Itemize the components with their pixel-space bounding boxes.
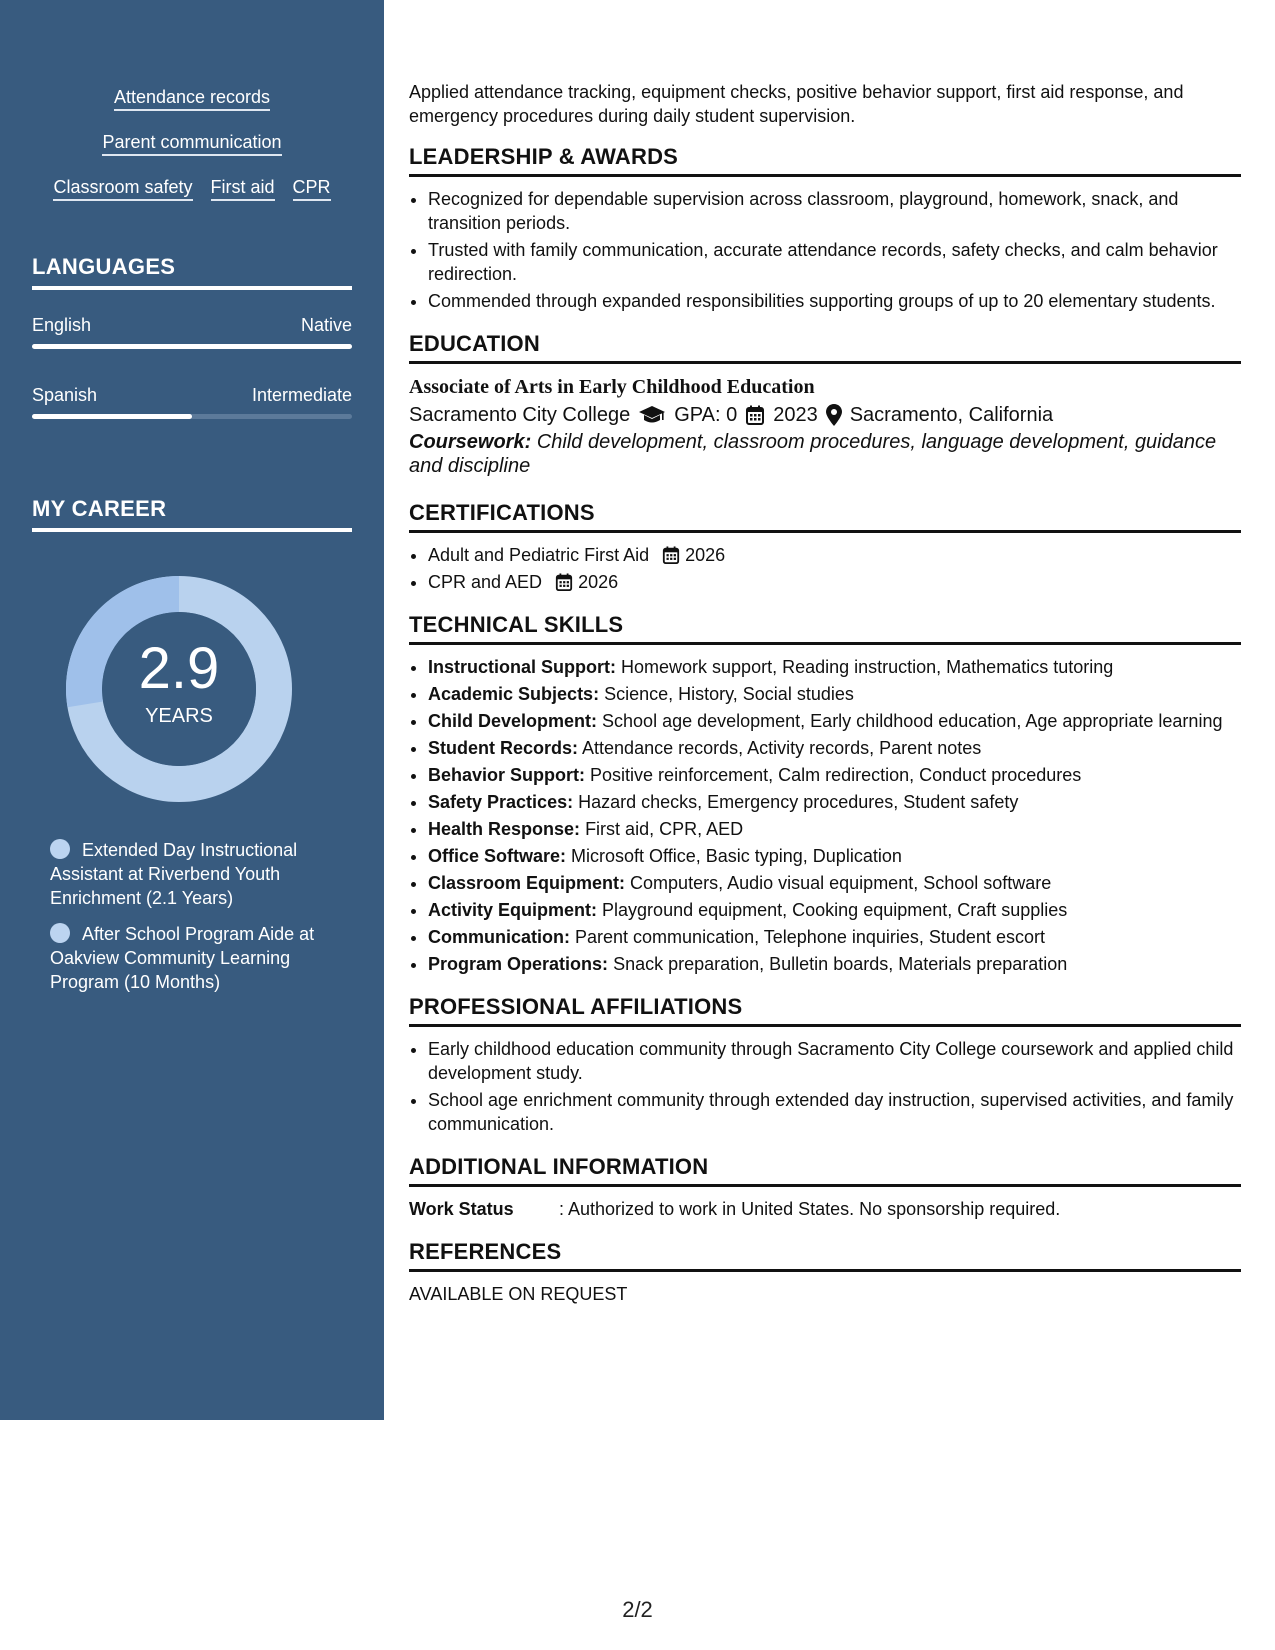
coursework-label: Coursework: xyxy=(409,431,532,453)
career-item: Extended Day Instructional Assistant at Riverbend Youth Enrichment (2.1 Years) xyxy=(50,840,298,908)
education-heading: EDUCATION xyxy=(409,331,1241,364)
coursework-text: Child development, classroom procedures, language development, guidance and discipline xyxy=(409,431,1217,477)
skill-values: Homework support, Reading instruction, Mathematics tutoring xyxy=(621,657,1114,677)
technical-skill-item xyxy=(428,763,1241,787)
technical-skills-list xyxy=(409,655,1241,976)
skill-tag: Classroom safety xyxy=(53,176,192,201)
skill-category: Health Response: xyxy=(428,819,581,839)
technical-skill-item xyxy=(428,709,1241,733)
technical-skill-item xyxy=(428,817,1241,841)
main-content xyxy=(409,80,1241,1306)
technical-skill-item xyxy=(428,871,1241,895)
technical-skill-item xyxy=(428,655,1241,679)
education-location: Sacramento, California xyxy=(849,404,1054,426)
list-item: • Commended through expanded responsibilities supporting groups of up to 20 elementary students. xyxy=(428,289,1241,313)
skill-tag: Attendance records xyxy=(114,86,270,111)
language-bar xyxy=(32,414,352,419)
references-text: AVAILABLE ON REQUEST xyxy=(409,1284,628,1304)
graduation-cap-icon xyxy=(638,405,666,425)
skill-tag-row xyxy=(0,176,384,201)
skill-category: Office Software: xyxy=(428,846,567,866)
skill-category: Activity Equipment: xyxy=(428,900,598,920)
language-name: English xyxy=(32,315,92,335)
language-bar xyxy=(32,344,352,349)
skill-values: School age development, Early childhood education, Age appropriate learning xyxy=(602,711,1223,731)
bullet-dot-icon xyxy=(50,839,70,859)
languages-heading: LANGUAGES xyxy=(32,254,352,290)
page-number: 2/2 xyxy=(622,1597,653,1622)
career-years-value: 2.9 xyxy=(138,636,220,701)
skill-tag: CPR xyxy=(293,176,331,201)
skill-values: Hazard checks, Emergency procedures, Student safety xyxy=(578,792,1019,812)
calendar-icon xyxy=(555,573,573,591)
career-list xyxy=(50,838,330,1006)
skill-values: Attendance records, Activity records, Parent notes xyxy=(582,738,982,758)
skill-category: Child Development: xyxy=(428,711,598,731)
language-level: Intermediate xyxy=(251,385,352,405)
certifications-list xyxy=(409,543,1241,594)
technical-skill-item xyxy=(428,952,1241,976)
language-name: Spanish xyxy=(32,385,98,405)
skill-tag: Parent communication xyxy=(102,131,281,156)
sidebar xyxy=(0,0,384,1420)
work-status-label: Work Status xyxy=(409,1199,514,1219)
language-bar-fill xyxy=(32,344,352,349)
skill-category: Student Records: xyxy=(428,738,579,758)
skill-category: Classroom Equipment: xyxy=(428,873,626,893)
career-years-unit: YEARS xyxy=(145,705,213,727)
leadership-list xyxy=(409,187,1241,313)
work-status-row xyxy=(409,1197,1241,1221)
certifications-heading: CERTIFICATIONS xyxy=(409,500,1241,533)
list-item: • Recognized for dependable supervision across classroom, playground, homework, snack, and transition periods. xyxy=(428,187,1241,235)
technical-skill-item xyxy=(428,898,1241,922)
skill-tag-row xyxy=(0,131,384,156)
skill-tag-row xyxy=(0,86,384,111)
skill-values: First aid, CPR, AED xyxy=(585,819,744,839)
career-item: After School Program Aide at Oakview Community Learning Program (10 Months) xyxy=(50,924,315,992)
education-school: Sacramento City College xyxy=(409,404,631,426)
intro-text: Applied attendance tracking, equipment checks, positive behavior support, first aid response, and emergency procedures during daily student supervision. xyxy=(409,82,1184,126)
skill-values: Science, History, Social studies xyxy=(604,684,854,704)
calendar-icon xyxy=(662,546,680,564)
work-status-value: : Authorized to work in United States. No sponsorship required. xyxy=(559,1199,1061,1219)
career-heading: MY CAREER xyxy=(32,496,352,532)
education-degree: Associate of Arts in Early Childhood Education xyxy=(409,376,815,398)
education-year: 2023 xyxy=(773,404,818,426)
skill-values: Playground equipment, Cooking equipment, Craft supplies xyxy=(602,900,1068,920)
skill-values: Positive reinforcement, Calm redirection, Conduct procedures xyxy=(590,765,1082,785)
technical-skills-heading: TECHNICAL SKILLS xyxy=(409,612,1241,645)
skill-values: Parent communication, Telephone inquiries, Student escort xyxy=(575,927,1045,947)
location-pin-icon xyxy=(826,404,842,426)
technical-skill-item xyxy=(428,790,1241,814)
skill-values: Microsoft Office, Basic typing, Duplication xyxy=(571,846,902,866)
bullet-dot-icon xyxy=(50,923,70,943)
skill-category: Instructional Support: xyxy=(428,657,616,677)
career-donut xyxy=(66,576,292,802)
education-gpa: GPA: 0 xyxy=(674,404,738,426)
skill-values: Computers, Audio visual equipment, School software xyxy=(630,873,1052,893)
skill-category: Program Operations: xyxy=(428,954,609,974)
certification-item: • Adult and Pediatric First Aid 2026 xyxy=(428,543,1241,567)
skill-values: Snack preparation, Bulletin boards, Materials preparation xyxy=(613,954,1068,974)
affiliations-heading: PROFESSIONAL AFFILIATIONS xyxy=(409,994,1241,1027)
technical-skill-item xyxy=(428,736,1241,760)
list-item: • School age enrichment community through extended day instruction, supervised activities, and family communication. xyxy=(428,1088,1241,1136)
skill-category: Behavior Support: xyxy=(428,765,586,785)
technical-skill-item xyxy=(428,682,1241,706)
skills-tags xyxy=(0,86,384,221)
additional-info-heading: ADDITIONAL INFORMATION xyxy=(409,1154,1241,1187)
list-item: • Trusted with family communication, accurate attendance records, safety checks, and calm behavior redirection. xyxy=(428,238,1241,286)
skill-category: Communication: xyxy=(428,927,570,947)
leadership-heading: LEADERSHIP & AWARDS xyxy=(409,144,1241,177)
language-english xyxy=(32,314,352,349)
certification-item: • CPR and AED 2026 xyxy=(428,570,1241,594)
education-details xyxy=(409,400,1241,430)
education-coursework xyxy=(409,430,1241,478)
calendar-icon xyxy=(745,405,765,425)
language-bar-fill xyxy=(32,414,192,419)
skill-tag: First aid xyxy=(211,176,275,201)
skill-category: Academic Subjects: xyxy=(428,684,600,704)
technical-skill-item xyxy=(428,925,1241,949)
language-level: Native xyxy=(300,315,352,335)
list-item: • Early childhood education community through Sacramento City College coursework and applied child development study. xyxy=(428,1037,1241,1085)
language-spanish xyxy=(32,384,352,419)
technical-skill-item xyxy=(428,844,1241,868)
affiliations-list xyxy=(409,1037,1241,1136)
skill-category: Safety Practices: xyxy=(428,792,574,812)
references-heading: REFERENCES xyxy=(409,1239,1241,1272)
